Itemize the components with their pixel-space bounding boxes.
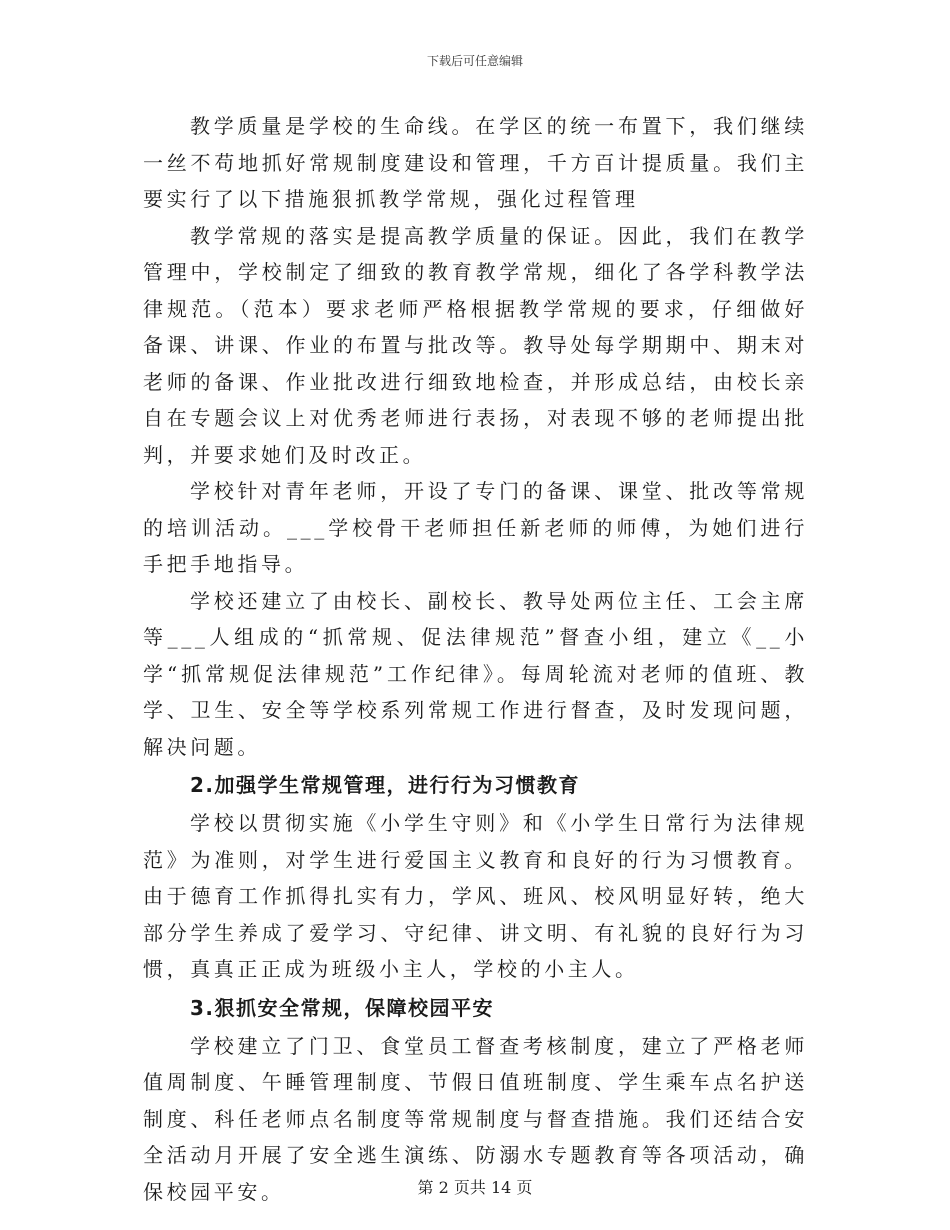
paragraph-supervision-team: 学校还建立了由校长、副校长、教导处两位主任、工会主席等___人组成的“抓常规、促法律规范”督查小组，建立《__小学“抓常规促法律规范”工作纪律》。每周轮流对老师的值班、教学、卫生、安全等学校系列常规工作进行督查，及时发现问题，解决问题。 [143,588,808,759]
heading-campus-safety: 3.狠抓安全常规，保障校园平安 [190,995,495,1020]
heading-student-management: 2.加强学生常规管理，进行行为习惯教育 [190,773,581,797]
page-header: 下载后可任意编辑 [426,54,523,68]
paragraph-teaching-quality: 教学质量是学校的生命线。在学区的统一布置下，我们继续一丝不苟地抓好常规制度建设和管理，千方百计提质量。我们主要实行了以下措施狠抓教学常规，强化过程管理 [143,114,808,211]
page-number: 第 2 页共 14 页 [417,1178,533,1197]
paragraph-student-behavior: 学校以贯彻实施《小学生守则》和《小学生日常行为法律规范》为准则，对学生进行爱国主义教育和良好的行为习惯教育。由于德育工作抓得扎实有力，学风、班风、校风明显好转，绝大部分学生养成了爱学习、守纪律、讲文明、有礼貌的良好行为习惯，真真正正成为班级小主人，学校的小主人。 [143,811,808,981]
paragraph-teaching-routine: 教学常规的落实是提高教学质量的保证。因此，我们在教学管理中，学校制定了细致的教育教学常规，细化了各学科教学法律规范。（范本）要求老师严格根据教学常规的要求，仔细做好备课、讲课、作业的布置与批改等。教导处每学期期中、期末对老师的备课、作业批改进行细致地检查，并形成总结，由校长亲自在专题会议上对优秀老师进行表扬，对表现不够的老师提出批判，并要求她们及时改正。 [143,223,808,467]
paragraph-young-teachers: 学校针对青年老师，开设了专门的备课、课堂、批改等常规的培训活动。___学校骨干老师担任新老师的师傅，为她们进行手把手地指导。 [143,479,808,576]
document-body [143,108,808,1210]
paragraph-safety-measures: 学校建立了门卫、食堂员工督查考核制度，建立了严格老师值周制度、午睡管理制度、节假日值班制度、学生乘车点名护送制度、科任老师点名制度等常规制度与督查措施。我们还结合安全活动月开展了安全逃生演练、防溺水专题教育等各项活动，确保校园平安。 [143,1033,808,1204]
